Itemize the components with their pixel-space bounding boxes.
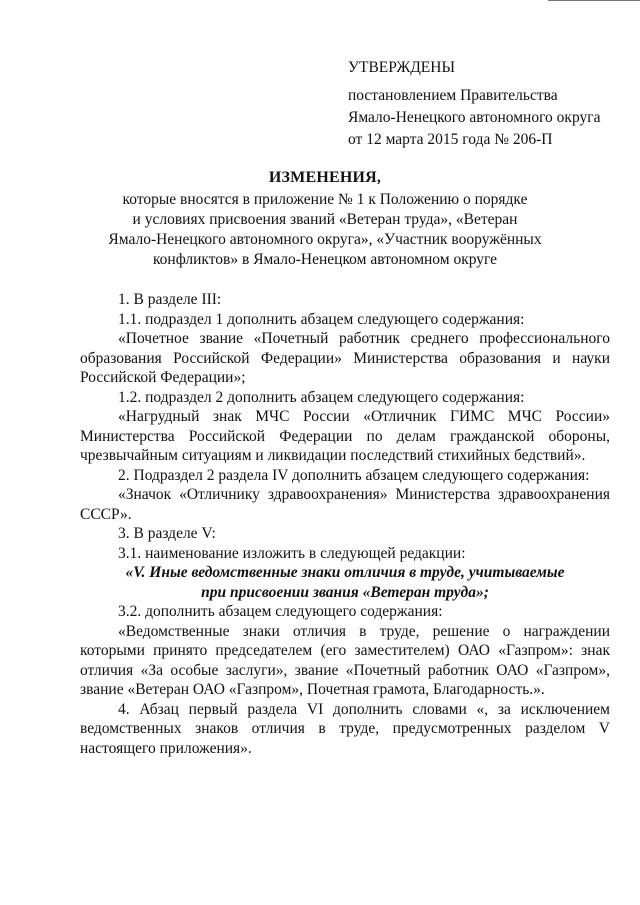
paragraph: «Ведомственные знаки отличия в труде, решение о награждении которыми принято председателем (его заместителем) ОАО «Газпром»: знак отличия «За особые заслуги», звание «Почетный работник ОАО «Газпром», звание «Ветеран ОАО «Газпром», Почетная грамота, Благодарность.». (80, 622, 610, 698)
title-line: и условиях присвоения званий «Ветеран труда», «Ветеран (132, 211, 518, 228)
paragraph: при присвоении звания «Ветеран труда»; (201, 583, 489, 601)
approval-block (348, 57, 618, 151)
paragraph: 3.1. наименование изложить в следующей редакции: (118, 544, 466, 562)
paragraph: «Почетное звание «Почетный работник среднего профессионального образования Российской Федерации» Министерства образования и науки Российской Федерации»; (80, 330, 610, 386)
title-line: конфликтов» в Ямало-Ненецком автономном округе (152, 251, 498, 268)
paragraph: 3. В разделе V: (118, 525, 216, 542)
paragraph: «Значок «Отличнику здравоохранения» Министерства здравоохранения СССР». (80, 486, 610, 523)
approval-heading: УТВЕРЖДЕНЫ (348, 59, 455, 76)
paragraph: 2. Подраздел 2 раздела IV дополнить абзацем следующего содержания: (118, 466, 590, 484)
title-line: Ямало-Ненецкого автономного округа», «Участник вооружённых (108, 231, 542, 248)
paragraph: 4. Абзац первый раздела VI дополнить словами «, за исключением ведомственных знаков отличия в труде, предусмотренных разделом V настоящего приложения». (80, 700, 610, 757)
title-heading: ИЗМЕНЕНИЯ, (268, 169, 382, 186)
paragraph: 1. В разделе III: (118, 291, 222, 308)
paragraph: «V. Иные ведомственные знаки отличия в труде, учитываемые (125, 564, 565, 581)
paragraph: 1.1. подраздел 1 дополнить абзацем следующего содержания: (118, 310, 525, 328)
document-title (60, 168, 590, 270)
approval-line: постановлением Правительства (348, 87, 558, 104)
approval-line: от 12 марта 2015 года № 206-П (348, 131, 553, 148)
page-edge-line (548, 0, 640, 1)
title-line: которые вносятся в приложение № 1 к Положению о порядке (122, 191, 528, 208)
paragraph: «Нагрудный знак МЧС России «Отличник ГИМС МЧС России» Министерства Российской Федерации по делам гражданской обороны, чрезвычайным ситуациям и ликвидации последствий стихийных бедствий». (80, 408, 610, 464)
paragraph: 1.2. подраздел 2 дополнить абзацем следующего содержания: (118, 388, 525, 406)
document-body (80, 290, 610, 758)
approval-line: Ямало-Ненецкого автономного округа (348, 109, 601, 126)
paragraph: 3.2. дополнить абзацем следующего содержания: (118, 603, 443, 620)
